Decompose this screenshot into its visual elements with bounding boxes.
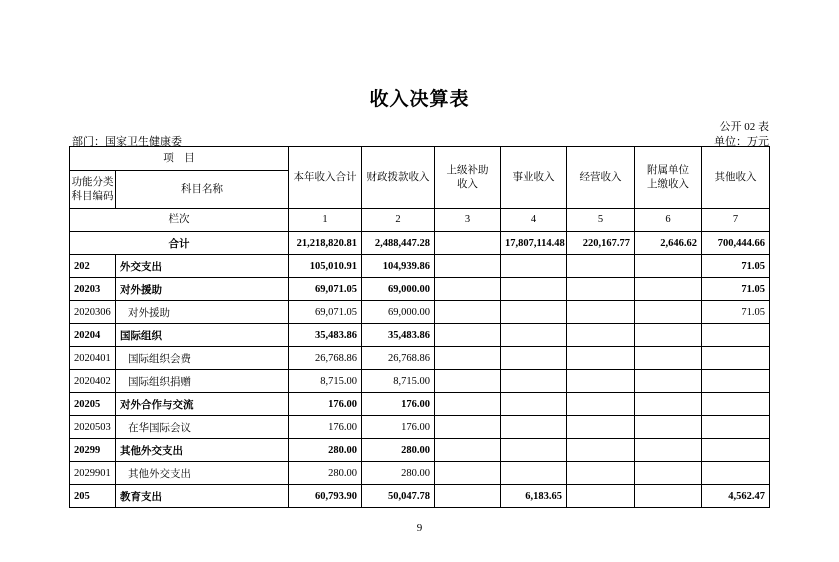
- row-value: [501, 393, 567, 416]
- table-row: [70, 278, 770, 301]
- row-value: [435, 324, 501, 347]
- row-value: [567, 301, 635, 324]
- col-number: 6: [635, 209, 702, 232]
- row-code: 2029901: [70, 462, 116, 485]
- row-code: 20205: [70, 393, 116, 416]
- row-value: 69,000.00: [362, 301, 435, 324]
- row-value: [635, 485, 702, 508]
- page-number: 9: [416, 522, 423, 534]
- row-value: [635, 370, 702, 393]
- col-number: 4: [501, 209, 567, 232]
- row-value: 104,939.86: [362, 255, 435, 278]
- row-value: [635, 347, 702, 370]
- revenue-table: [69, 146, 770, 508]
- row-value: [635, 278, 702, 301]
- row-value: [435, 393, 501, 416]
- col-number: 2: [362, 209, 435, 232]
- header-col-3: 上级补助 收入: [435, 147, 501, 209]
- row-value: [567, 324, 635, 347]
- row-value: [501, 462, 567, 485]
- row-value: 71.05: [702, 278, 770, 301]
- row-code: 202: [70, 255, 116, 278]
- row-value: 35,483.86: [362, 324, 435, 347]
- col-number: 3: [435, 209, 501, 232]
- row-value: [435, 278, 501, 301]
- department-label: 部门：国家卫生健康委: [72, 136, 182, 148]
- row-value: 71.05: [702, 255, 770, 278]
- row-name: 其他外交支出: [116, 439, 289, 462]
- row-code: 20204: [70, 324, 116, 347]
- row-value: [635, 301, 702, 324]
- total-cell: 2,646.62: [635, 232, 702, 255]
- row-value: [501, 301, 567, 324]
- row-value: 71.05: [702, 301, 770, 324]
- row-name: 在华国际会议: [116, 416, 289, 439]
- row-value: [435, 370, 501, 393]
- row-value: 280.00: [362, 462, 435, 485]
- header-func-code: 功能分类 科目编码: [70, 171, 116, 209]
- row-name: 国际组织会费: [116, 347, 289, 370]
- header-col-7: 其他收入: [702, 147, 770, 209]
- row-code: 2020402: [70, 370, 116, 393]
- col-number: 1: [289, 209, 362, 232]
- page-title: 收入决算表: [369, 89, 470, 110]
- row-value: [635, 324, 702, 347]
- row-value: 6,183.65: [501, 485, 567, 508]
- row-value: 105,010.91: [289, 255, 362, 278]
- row-value: [567, 347, 635, 370]
- row-value: [435, 416, 501, 439]
- row-value: [635, 439, 702, 462]
- total-cell: 17,807,114.48: [501, 232, 567, 255]
- total-cell: 700,444.66: [702, 232, 770, 255]
- row-value: 8,715.00: [289, 370, 362, 393]
- row-value: [501, 324, 567, 347]
- row-name: 对外合作与交流: [116, 393, 289, 416]
- row-value: 69,000.00: [362, 278, 435, 301]
- total-cell: 2,488,447.28: [362, 232, 435, 255]
- row-code: 20299: [70, 439, 116, 462]
- row-value: 280.00: [289, 462, 362, 485]
- row-value: 176.00: [362, 416, 435, 439]
- row-code: 2020306: [70, 301, 116, 324]
- row-value: 26,768.86: [289, 347, 362, 370]
- col-number: 5: [567, 209, 635, 232]
- row-value: [567, 278, 635, 301]
- table-row: [70, 416, 770, 439]
- header-col-4: 事业收入: [501, 147, 567, 209]
- row-value: 60,793.90: [289, 485, 362, 508]
- row-value: [702, 370, 770, 393]
- row-value: 4,562.47: [702, 485, 770, 508]
- row-code: 205: [70, 485, 116, 508]
- row-name: 其他外交支出: [116, 462, 289, 485]
- table-row: [70, 255, 770, 278]
- row-value: [501, 416, 567, 439]
- col-number: 7: [702, 209, 770, 232]
- row-name: 对外援助: [116, 301, 289, 324]
- row-value: [567, 462, 635, 485]
- row-code: 2020503: [70, 416, 116, 439]
- header-col-2: 财政拨款收入: [362, 147, 435, 209]
- table-row: [70, 301, 770, 324]
- row-value: 176.00: [289, 416, 362, 439]
- header-col-5: 经营收入: [567, 147, 635, 209]
- row-value: [567, 370, 635, 393]
- row-value: [435, 439, 501, 462]
- table-row: [70, 462, 770, 485]
- header-col-6: 附属单位 上缴收入: [635, 147, 702, 209]
- row-code: 2020401: [70, 347, 116, 370]
- row-value: 35,483.86: [289, 324, 362, 347]
- row-value: [501, 439, 567, 462]
- row-value: [702, 393, 770, 416]
- row-value: [702, 462, 770, 485]
- row-value: [501, 370, 567, 393]
- row-value: [567, 416, 635, 439]
- row-value: [702, 324, 770, 347]
- total-cell: 21,218,820.81: [289, 232, 362, 255]
- table-row: [70, 324, 770, 347]
- table-row: [70, 439, 770, 462]
- lanci-label: 栏次: [70, 209, 289, 232]
- row-value: 176.00: [289, 393, 362, 416]
- header-item: 项 目: [70, 147, 289, 171]
- row-value: 50,047.78: [362, 485, 435, 508]
- row-value: [501, 278, 567, 301]
- table-row: [70, 347, 770, 370]
- row-value: [702, 416, 770, 439]
- total-row: [70, 232, 770, 255]
- row-value: [635, 393, 702, 416]
- row-value: [501, 255, 567, 278]
- total-label: 合计: [70, 232, 289, 255]
- row-name: 教育支出: [116, 485, 289, 508]
- form-code: 公开 02 表: [719, 121, 769, 133]
- table-row: [70, 485, 770, 508]
- unit-label: 单位：万元: [714, 136, 769, 148]
- header-col-1: 本年收入合计: [289, 147, 362, 209]
- row-value: 69,071.05: [289, 301, 362, 324]
- row-value: [435, 462, 501, 485]
- row-value: 26,768.86: [362, 347, 435, 370]
- row-value: 69,071.05: [289, 278, 362, 301]
- header-subject-name: 科目名称: [116, 171, 289, 209]
- row-name: 对外援助: [116, 278, 289, 301]
- table-body: [70, 255, 770, 508]
- row-value: [702, 347, 770, 370]
- row-value: [435, 301, 501, 324]
- row-value: [435, 485, 501, 508]
- row-name: 国际组织: [116, 324, 289, 347]
- row-value: [635, 462, 702, 485]
- total-cell: [435, 232, 501, 255]
- row-value: [702, 439, 770, 462]
- row-value: [635, 416, 702, 439]
- row-code: 20203: [70, 278, 116, 301]
- row-value: 280.00: [289, 439, 362, 462]
- row-value: [435, 255, 501, 278]
- table-row: [70, 393, 770, 416]
- row-name: 国际组织捐赠: [116, 370, 289, 393]
- row-value: [435, 347, 501, 370]
- row-value: [501, 347, 567, 370]
- row-value: 176.00: [362, 393, 435, 416]
- row-name: 外交支出: [116, 255, 289, 278]
- table-row: [70, 370, 770, 393]
- row-value: [567, 255, 635, 278]
- row-value: 280.00: [362, 439, 435, 462]
- row-value: 8,715.00: [362, 370, 435, 393]
- row-value: [567, 485, 635, 508]
- row-value: [635, 255, 702, 278]
- row-value: [567, 393, 635, 416]
- row-value: [567, 439, 635, 462]
- total-cell: 220,167.77: [567, 232, 635, 255]
